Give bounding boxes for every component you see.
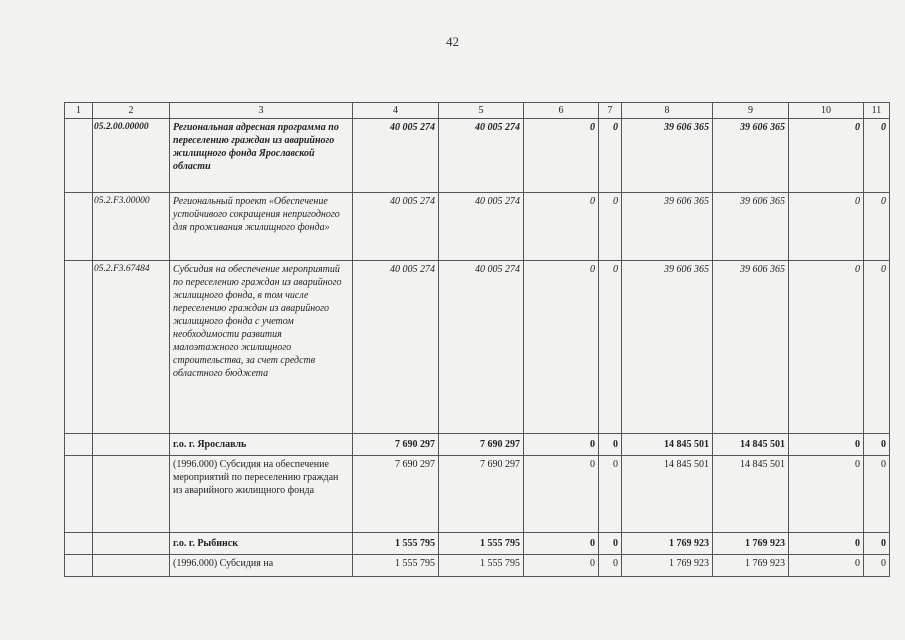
cell-value-col-10: 0 xyxy=(789,533,864,555)
cell-name: (1996.000) Субсидия на обеспечение мероприятий по переселению граждан из аварийного жилищного фонда xyxy=(170,456,353,533)
cell-value-col-4: 1 555 795 xyxy=(353,555,439,577)
cell-col-1 xyxy=(65,119,93,193)
cell-code xyxy=(93,533,170,555)
cell-value-col-7: 0 xyxy=(599,555,622,577)
cell-value-col-11: 0 xyxy=(864,434,890,456)
cell-value-col-11: 0 xyxy=(864,261,890,434)
cell-name: (1996.000) Субсидия на xyxy=(170,555,353,577)
cell-value-col-10: 0 xyxy=(789,434,864,456)
cell-value-col-5: 40 005 274 xyxy=(439,119,524,193)
cell-value-col-4: 40 005 274 xyxy=(353,261,439,434)
header-cell-9: 9 xyxy=(713,103,789,119)
cell-value-col-11: 0 xyxy=(864,193,890,261)
cell-col-1 xyxy=(65,555,93,577)
cell-value-col-5: 40 005 274 xyxy=(439,261,524,434)
cell-col-1 xyxy=(65,456,93,533)
cell-value-col-4: 7 690 297 xyxy=(353,434,439,456)
header-cell-1: 1 xyxy=(65,103,93,119)
cell-col-1 xyxy=(65,261,93,434)
cell-value-col-8: 14 845 501 xyxy=(622,456,713,533)
cell-code xyxy=(93,434,170,456)
cell-value-col-5: 40 005 274 xyxy=(439,193,524,261)
cell-value-col-5: 1 555 795 xyxy=(439,533,524,555)
table-row xyxy=(65,261,890,434)
cell-col-1 xyxy=(65,193,93,261)
cell-code: 05.2.F3.67484 xyxy=(93,261,170,434)
cell-value-col-6: 0 xyxy=(524,555,599,577)
cell-name: Субсидия на обеспечение мероприятий по переселению граждан из аварийного жилищного фонда, в том числе переселению граждан из аварийного жилищного фонда с учетом необходимости развития малоэтажного жилищного строительства, за счет средств областного бюджета xyxy=(170,261,353,434)
cell-value-col-4: 7 690 297 xyxy=(353,456,439,533)
header-cell-3: 3 xyxy=(170,103,353,119)
cell-value-col-4: 1 555 795 xyxy=(353,533,439,555)
cell-name: Региональный проект «Обеспечение устойчивого сокращения непригодного для проживания жилищного фонда» xyxy=(170,193,353,261)
cell-value-col-7: 0 xyxy=(599,119,622,193)
cell-col-1 xyxy=(65,434,93,456)
cell-value-col-7: 0 xyxy=(599,533,622,555)
cell-value-col-5: 7 690 297 xyxy=(439,434,524,456)
cell-name: г.о. г. Рыбинск xyxy=(170,533,353,555)
header-cell-11: 11 xyxy=(864,103,890,119)
table-row xyxy=(65,555,890,577)
header-cell-7: 7 xyxy=(599,103,622,119)
cell-value-col-8: 39 606 365 xyxy=(622,261,713,434)
table-row xyxy=(65,456,890,533)
cell-name: г.о. г. Ярославль xyxy=(170,434,353,456)
cell-code xyxy=(93,456,170,533)
header-cell-6: 6 xyxy=(524,103,599,119)
cell-value-col-9: 1 769 923 xyxy=(713,555,789,577)
cell-value-col-11: 0 xyxy=(864,555,890,577)
header-cell-10: 10 xyxy=(789,103,864,119)
cell-value-col-7: 0 xyxy=(599,456,622,533)
cell-value-col-8: 1 769 923 xyxy=(622,533,713,555)
header-cell-4: 4 xyxy=(353,103,439,119)
table-row xyxy=(65,193,890,261)
cell-code: 05.2.00.00000 xyxy=(93,119,170,193)
cell-value-col-6: 0 xyxy=(524,193,599,261)
cell-value-col-6: 0 xyxy=(524,119,599,193)
cell-name: Региональная адресная программа по переселению граждан из аварийного жилищного фонда Ярославской области xyxy=(170,119,353,193)
table-row xyxy=(65,434,890,456)
header-cell-5: 5 xyxy=(439,103,524,119)
cell-value-col-10: 0 xyxy=(789,555,864,577)
cell-code xyxy=(93,555,170,577)
cell-value-col-4: 40 005 274 xyxy=(353,193,439,261)
cell-value-col-9: 1 769 923 xyxy=(713,533,789,555)
cell-value-col-6: 0 xyxy=(524,261,599,434)
cell-value-col-6: 0 xyxy=(524,533,599,555)
cell-value-col-5: 7 690 297 xyxy=(439,456,524,533)
header-cell-2: 2 xyxy=(93,103,170,119)
budget-table xyxy=(64,102,890,577)
cell-value-col-8: 1 769 923 xyxy=(622,555,713,577)
header-cell-8: 8 xyxy=(622,103,713,119)
cell-value-col-10: 0 xyxy=(789,193,864,261)
cell-value-col-7: 0 xyxy=(599,193,622,261)
cell-value-col-9: 39 606 365 xyxy=(713,193,789,261)
cell-value-col-4: 40 005 274 xyxy=(353,119,439,193)
cell-value-col-5: 1 555 795 xyxy=(439,555,524,577)
cell-value-col-9: 39 606 365 xyxy=(713,261,789,434)
cell-value-col-7: 0 xyxy=(599,261,622,434)
cell-value-col-8: 14 845 501 xyxy=(622,434,713,456)
table-row xyxy=(65,119,890,193)
cell-value-col-6: 0 xyxy=(524,434,599,456)
cell-value-col-8: 39 606 365 xyxy=(622,193,713,261)
cell-value-col-8: 39 606 365 xyxy=(622,119,713,193)
cell-value-col-11: 0 xyxy=(864,456,890,533)
cell-value-col-9: 14 845 501 xyxy=(713,456,789,533)
cell-value-col-6: 0 xyxy=(524,456,599,533)
table-row xyxy=(65,533,890,555)
cell-code: 05.2.F3.00000 xyxy=(93,193,170,261)
cell-value-col-11: 0 xyxy=(864,119,890,193)
cell-value-col-7: 0 xyxy=(599,434,622,456)
cell-value-col-10: 0 xyxy=(789,456,864,533)
table-body xyxy=(65,103,890,577)
cell-col-1 xyxy=(65,533,93,555)
cell-value-col-10: 0 xyxy=(789,119,864,193)
cell-value-col-9: 39 606 365 xyxy=(713,119,789,193)
cell-value-col-11: 0 xyxy=(864,533,890,555)
page-number: 42 xyxy=(446,34,459,49)
cell-value-col-10: 0 xyxy=(789,261,864,434)
table-header-row xyxy=(65,103,890,119)
cell-value-col-9: 14 845 501 xyxy=(713,434,789,456)
